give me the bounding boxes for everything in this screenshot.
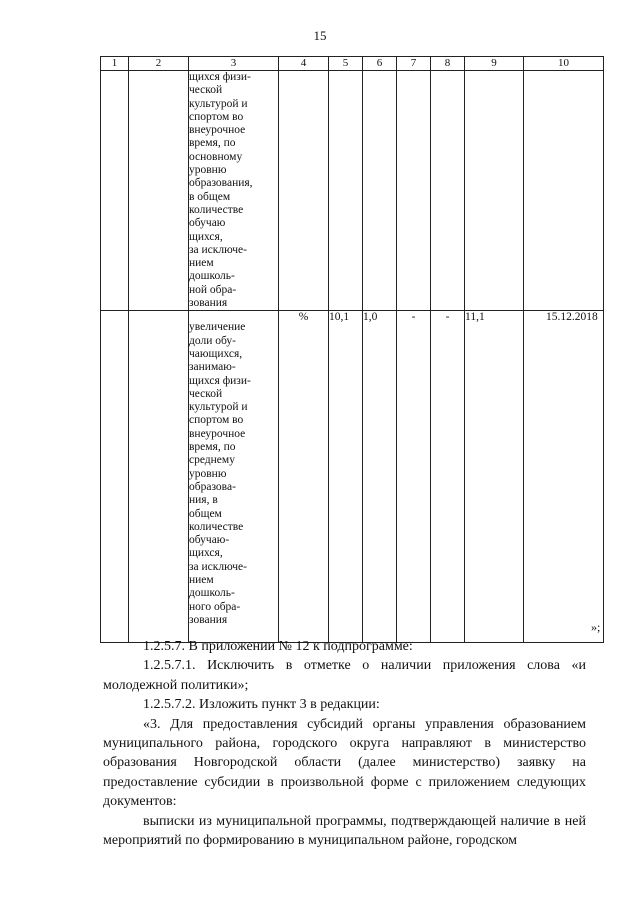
value-cell: 11,1 xyxy=(465,311,524,643)
indicator-name-line: щихся, xyxy=(189,547,223,560)
indicator-name-line: время, по xyxy=(189,441,236,454)
unit-cell: % xyxy=(279,311,329,643)
indicator-name-line: культурой и xyxy=(189,97,248,110)
table-cell xyxy=(329,71,363,311)
indicator-name-line: культурой и xyxy=(189,401,248,414)
indicator-name-line: нием xyxy=(189,573,214,586)
indicator-name-line: обучаю xyxy=(189,217,226,230)
indicator-name-line: щихся, xyxy=(189,230,223,243)
table-row xyxy=(101,311,604,643)
indicator-name-line: ной обра- xyxy=(189,283,237,296)
indicator-name-line: ческой xyxy=(189,387,223,400)
table-cell xyxy=(129,71,189,311)
indicator-name-cell xyxy=(189,71,279,311)
indicator-name-line: дошколь- xyxy=(189,270,235,283)
paragraph: 1.2.5.7. В приложении № 12 к подпрограмме: xyxy=(143,639,413,654)
column-header: 6 xyxy=(363,57,397,71)
indicator-name-line: основному xyxy=(189,150,243,163)
indicator-name-line: количестве xyxy=(189,520,244,533)
indicator-name-line: количестве xyxy=(189,203,244,216)
closing-quote: »; xyxy=(591,620,601,634)
indicator-name-line: внеурочное xyxy=(189,427,246,440)
column-header: 3 xyxy=(189,57,279,71)
indicator-name-line: щихся физи- xyxy=(189,71,251,83)
column-header: 5 xyxy=(329,57,363,71)
column-header: 10 xyxy=(524,57,604,71)
table-cell xyxy=(524,71,604,311)
page-number: 15 xyxy=(313,28,327,43)
table-header-row xyxy=(101,57,604,71)
indicator-name-line: обучаю- xyxy=(189,534,230,547)
paragraph: «3. Для предоставления субсидий органы управления образованием муниципального района, городского округа направляют в министерство образования Новгородской области (далее министерство) заявку на предоставление субсидии в произвольной форме с приложением следующих документов: xyxy=(103,716,586,810)
column-header: 7 xyxy=(397,57,431,71)
value-cell: - xyxy=(431,311,465,643)
indicator-name-line: уровню xyxy=(189,164,227,177)
indicators-table xyxy=(100,56,604,643)
indicator-name-line: ного обра- xyxy=(189,600,241,613)
indicator-name-line: зования xyxy=(189,297,228,310)
table-cell xyxy=(101,71,129,311)
table-cell xyxy=(279,71,329,311)
indicator-name-line: занимаю- xyxy=(189,361,236,374)
indicator-name-line: время, по xyxy=(189,137,236,150)
indicator-name-line: спортом во xyxy=(189,110,244,123)
table-row xyxy=(101,71,604,311)
indicator-name-text xyxy=(189,321,278,627)
table-cell xyxy=(363,71,397,311)
indicator-name-line: нием xyxy=(189,257,214,270)
column-header: 1 xyxy=(101,57,129,71)
indicator-name-line: уровню xyxy=(189,467,227,480)
column-header: 4 xyxy=(279,57,329,71)
indicator-name-line: спортом во xyxy=(189,414,244,427)
indicator-name-line: за исключе- xyxy=(189,243,247,256)
indicator-name-line: ния, в xyxy=(189,494,218,507)
paragraph: 1.2.5.7.2. Изложить пункт 3 в редакции: xyxy=(143,697,380,713)
indicator-name-line: общем xyxy=(189,507,222,520)
column-header: 8 xyxy=(431,57,465,71)
column-header: 9 xyxy=(465,57,524,71)
table-cell xyxy=(431,71,465,311)
indicator-name-line: щихся физи- xyxy=(189,374,251,387)
table-cell xyxy=(397,71,431,311)
indicator-name-line: чающихся, xyxy=(189,347,243,360)
indicator-name-line: внеурочное xyxy=(189,124,246,137)
indicator-name-line: среднему xyxy=(189,454,235,467)
indicator-name-line: за исключе- xyxy=(189,560,247,573)
paragraph: 1.2.5.7.1. Исключить в отметке о наличии приложения слова «и молодежной политики»; xyxy=(103,658,586,693)
indicator-name-line: увеличение xyxy=(189,321,246,334)
indicator-name-cell xyxy=(189,311,279,643)
value-cell: 1,0 xyxy=(363,311,397,643)
table-cell xyxy=(129,311,189,643)
indicator-name-line: образова- xyxy=(189,480,236,493)
indicator-name-line: в общем xyxy=(189,190,231,203)
indicator-name-text xyxy=(189,71,278,310)
body-text xyxy=(103,637,586,850)
table-cell xyxy=(465,71,524,311)
indicator-name-line: зования xyxy=(189,613,228,626)
date-cell: 15.12.2018 xyxy=(524,311,604,643)
indicator-name-line: дошколь- xyxy=(189,587,235,600)
table-cell xyxy=(101,311,129,643)
column-header: 2 xyxy=(129,57,189,71)
value-cell: 10,1 xyxy=(329,311,363,643)
paragraph: выписки из муниципальной программы, подтверждающей наличие в ней мероприятий по формированию в муниципальном районе, городском xyxy=(103,813,586,849)
value-cell: - xyxy=(397,311,431,643)
indicator-name-line: ческой xyxy=(189,84,223,97)
indicator-name-line: доли обу- xyxy=(189,334,236,347)
indicator-name-line: образования, xyxy=(189,177,253,190)
